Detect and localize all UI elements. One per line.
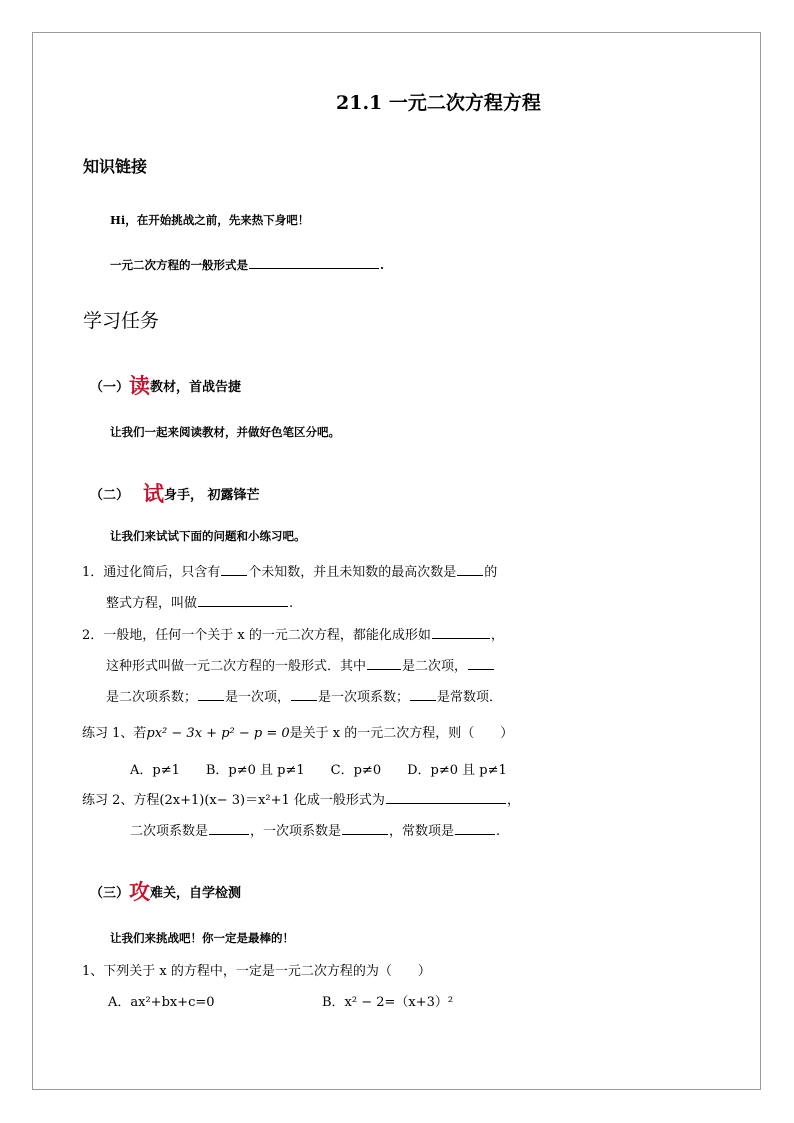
ex2-text-b: ，: [506, 793, 520, 808]
ex2-text-f: .: [496, 824, 501, 839]
ex2-text-c: 二次项系数是: [130, 824, 209, 839]
part2-prefix: （二）: [90, 488, 130, 503]
part3-big-char: 攻: [129, 879, 151, 904]
part3-option-a: A．ax²+bx+c=0: [108, 995, 215, 1010]
part3-heading: [90, 876, 241, 906]
ex1-text-b: 是关于 x 的一元二次方程，则（ ）: [289, 726, 514, 741]
answer-blank[interactable]: [221, 562, 247, 576]
part1-big-char: 读: [129, 373, 151, 398]
q1-text-e: .: [289, 596, 294, 611]
part1-instruction: 让我们一起来阅读教材，并做好色笔区分吧。: [110, 425, 340, 439]
part2-rest: 身手， 初露锋芒: [164, 488, 260, 503]
answer-blank[interactable]: [249, 255, 379, 269]
answer-blank[interactable]: [198, 593, 288, 607]
answer-blank[interactable]: [367, 656, 401, 670]
part3-option-b: B．x² − 2=（x+3）²: [322, 995, 454, 1010]
part1-prefix: （一）: [90, 380, 130, 395]
q2-text-e: 是二次项系数；: [106, 690, 198, 705]
answer-blank[interactable]: [342, 821, 388, 835]
answer-blank[interactable]: [198, 687, 224, 701]
answer-blank[interactable]: [432, 625, 490, 639]
warmup-question-suffix: .: [380, 258, 385, 272]
answer-blank[interactable]: [386, 790, 506, 804]
warmup-question: [110, 255, 384, 273]
exercise1-question: [82, 722, 513, 741]
ex2-text-d: ，一次项系数是: [250, 824, 342, 839]
section-heading-learning-tasks: 学习任务: [83, 310, 160, 332]
section-heading-knowledge-link: 知识链接: [83, 157, 148, 176]
exercise2-question: [82, 789, 520, 808]
q2-text-c: 这种形式叫做一元二次方程的一般形式．其中: [106, 659, 367, 674]
part3-instruction: 让我们来挑战吧！你一定是最棒的！: [110, 931, 294, 945]
answer-blank[interactable]: [457, 562, 483, 576]
q1-line2: [106, 592, 293, 611]
q1-text-a: 1．通过化简后，只含有: [82, 565, 221, 580]
answer-blank[interactable]: [291, 687, 317, 701]
ex2-text-a: 练习 2、方程(2x+1)(x− 3)＝x²+1 化成一般形式为: [82, 793, 385, 808]
answer-blank[interactable]: [468, 656, 494, 670]
q2-text-f: 是一次项，: [225, 690, 291, 705]
part3-rest: 难关，自学检测: [150, 886, 242, 901]
answer-blank[interactable]: [209, 821, 249, 835]
answer-blank[interactable]: [455, 821, 495, 835]
ex2-text-e: ，常数项是: [389, 824, 455, 839]
part1-rest: 教材，首战告捷: [150, 380, 242, 395]
ex1-text-a: 练习 1、若: [82, 726, 147, 741]
q1-text-c: 的: [484, 565, 498, 580]
q2-text-h: 是常数项．: [437, 690, 503, 705]
q2-line1: [82, 624, 504, 643]
greeting-text: Hi，在开始挑战之前，先来热下身吧！: [110, 213, 310, 227]
warmup-question-prefix: 一元二次方程的一般形式是: [110, 258, 248, 272]
page-title: 21.1 一元二次方程方程: [336, 92, 541, 114]
q2-text-g: 是一次项系数；: [318, 690, 410, 705]
q2-text-d: 是二次项，: [402, 659, 468, 674]
q1-line1: [82, 561, 497, 580]
q2-text-a: 2．一般地，任何一个关于 x 的一元二次方程，都能化成形如: [82, 628, 431, 643]
q2-line3: [106, 686, 502, 705]
q2-text-b: ，: [490, 628, 504, 643]
q1-text-b: 个未知数，并且未知数的最高次数是: [248, 565, 457, 580]
part2-heading: [90, 478, 260, 508]
part3-prefix: （三）: [90, 886, 130, 901]
part2-instruction: 让我们来试试下面的问题和小练习吧。: [110, 529, 306, 543]
part1-heading: [90, 370, 241, 400]
exercise1-options: A．p≠1 B．p≠0 且 p≠1 C．p≠0 D．p≠0 且 p≠1: [130, 763, 507, 778]
q2-line2: [106, 655, 495, 674]
part2-big-char: 试: [143, 481, 165, 506]
exercise2-line2: [130, 820, 500, 839]
part3-question1: 1、下列关于 x 的方程中，一定是一元二次方程的为（ ）: [82, 964, 431, 979]
answer-blank[interactable]: [410, 687, 436, 701]
q1-text-d: 整式方程，叫做: [106, 596, 198, 611]
ex1-formula: px² − 3x + p² − p = 0: [146, 726, 290, 741]
